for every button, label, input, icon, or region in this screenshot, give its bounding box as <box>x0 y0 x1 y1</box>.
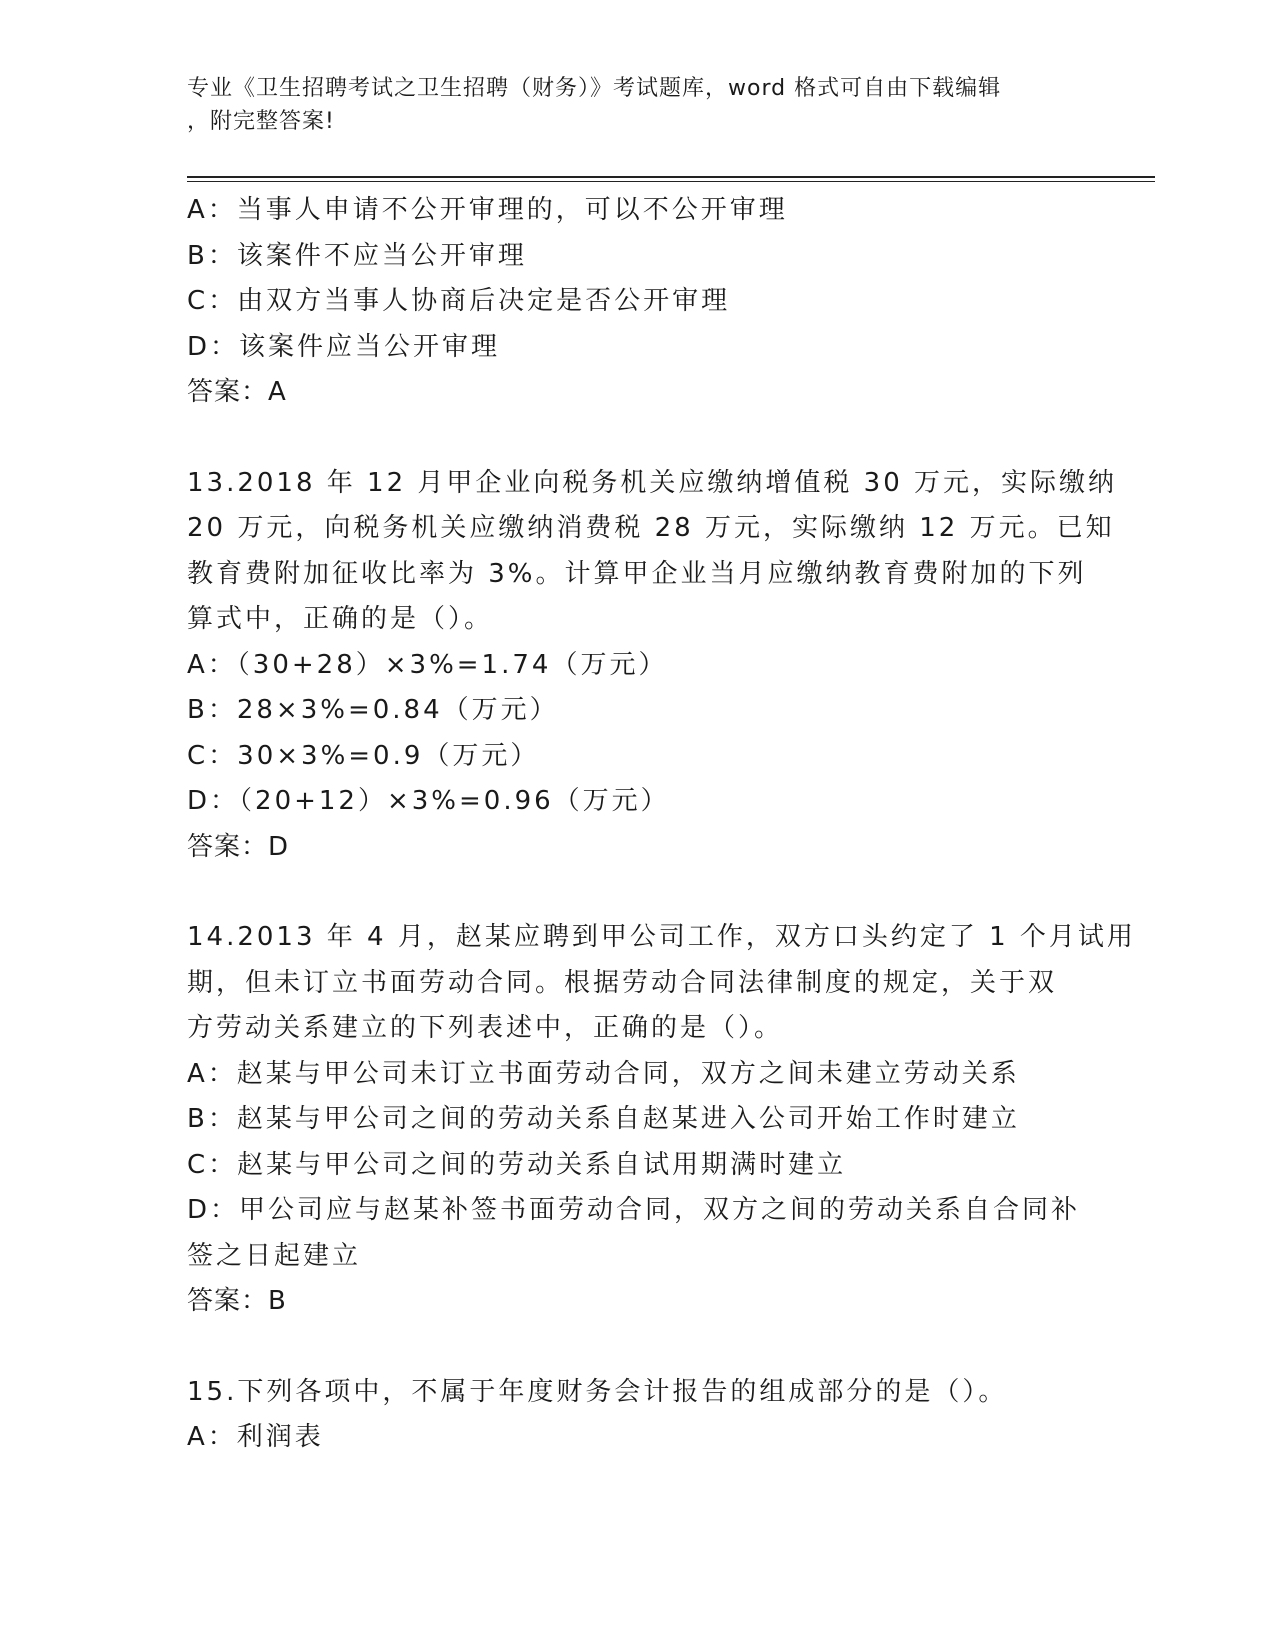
header-note-line-1: 专业《卫生招聘考试之卫生招聘（财务）》考试题库，word 格式可自由下载编辑 <box>187 76 1002 101</box>
question-stem-line: 方劳动关系建立的下列表述中，正确的是（）。 <box>187 1013 784 1043</box>
header-note-line-2: ，附完整答案! <box>187 109 335 134</box>
option-d: D：（20+12）×3%=0.96（万元） <box>187 786 670 816</box>
header-note <box>187 72 1087 138</box>
option-a: A：利润表 <box>187 1422 324 1452</box>
option-b: B：该案件不应当公开审理 <box>187 240 527 271</box>
spacer <box>187 416 1087 461</box>
question-stem-line: 算式中，正确的是（）。 <box>187 604 494 634</box>
option-c: C：赵某与甲公司之间的劳动关系自试用期满时建立 <box>187 1149 847 1180</box>
question-stem-line: 13.2018 年 12 月甲企业向税务机关应缴纳增值税 30 万元，实际缴纳 <box>187 467 1118 498</box>
option-c: C：30×3%=0.9（万元） <box>187 740 540 771</box>
question-list <box>187 188 1136 1461</box>
option-d: D：该案件应当公开审理 <box>187 331 501 362</box>
option-a: A：（30+28）×3%=1.74（万元） <box>187 649 668 680</box>
question-block-13 <box>187 461 1118 871</box>
question-stem-line: 20 万元，向税务机关应缴纳消费税 28 万元，实际缴纳 12 万元。已知 <box>187 513 1115 543</box>
answer-line: 答案：A <box>187 377 287 407</box>
header-divider <box>187 176 1155 182</box>
question-stem-line: 期，但未订立书面劳动合同。根据劳动合同法律制度的规定，关于双 <box>187 967 1058 998</box>
question-block-14 <box>187 915 1136 1325</box>
spacer <box>187 1325 1087 1370</box>
option-a: A：当事人申请不公开审理的，可以不公开审理 <box>187 195 788 225</box>
question-stem-line: 15.下列各项中，不属于年度财务会计报告的组成部分的是（）。 <box>187 1376 1008 1407</box>
answer-line: 答案：D <box>187 831 290 862</box>
spacer <box>187 870 1087 915</box>
option-b: B：28×3%=0.84（万元） <box>187 695 559 725</box>
question-stem-line: 教育费附加征收比率为 3%。计算甲企业当月应缴纳教育费附加的下列 <box>187 558 1087 589</box>
option-a: A：赵某与甲公司未订立书面劳动合同，双方之间未建立劳动关系 <box>187 1058 1020 1089</box>
option-c: C：由双方当事人协商后决定是否公开审理 <box>187 286 731 316</box>
question-stem-line: 14.2013 年 4 月，赵某应聘到甲公司工作，双方口头约定了 1 个月试用 <box>187 922 1136 952</box>
answer-line: 答案：B <box>187 1286 287 1316</box>
option-b: B：赵某与甲公司之间的劳动关系自赵某进入公司开始工作时建立 <box>187 1104 1020 1134</box>
question-block-12 <box>187 188 1087 416</box>
question-block-15 <box>187 1370 1087 1461</box>
option-d-continued: 签之日起建立 <box>187 1240 362 1271</box>
option-d: D：甲公司应与赵某补签书面劳动合同，双方之间的劳动关系自合同补 <box>187 1195 1081 1225</box>
